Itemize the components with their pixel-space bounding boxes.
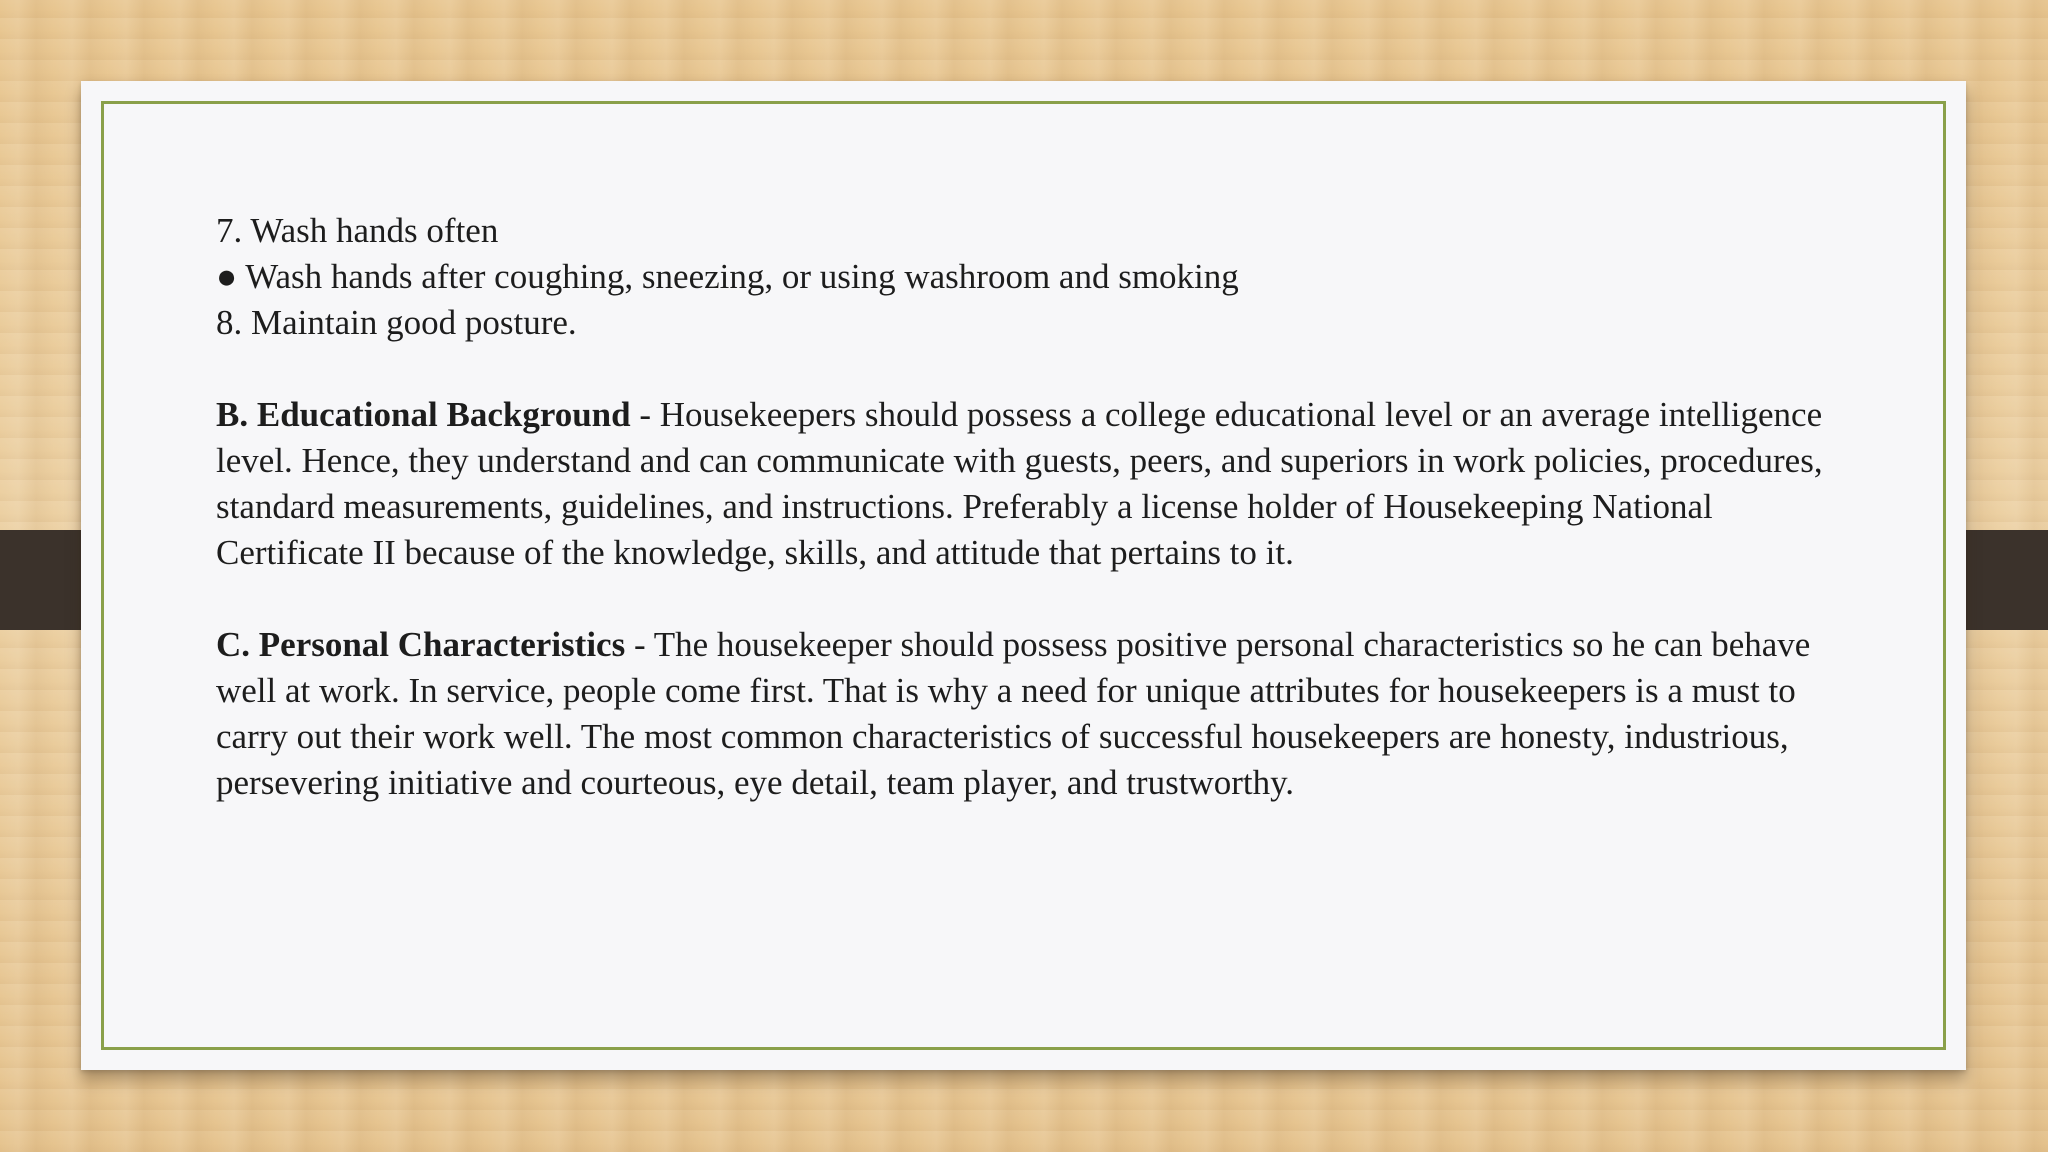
education-heading: B. Educational Background: [216, 395, 631, 434]
paragraph-gap: [216, 576, 1856, 622]
line-wash-detail: ● Wash hands after coughing, sneezing, or using washroom and smoking: [216, 257, 1239, 296]
personal-paragraph: [216, 622, 1856, 806]
education-text: - Housekeepers should possess a college educational level or an average intelligence level. Hence, they understand and can communicate with guests, peers, and superiors in work policies, procedures, standard measurements, guidelines, and instructions. Preferably a license holder of Housekeeping National Certificate II because of the knowledge, skills, and attitude that pertains to it.: [216, 395, 1823, 572]
line-posture: 8. Maintain good posture.: [216, 303, 577, 342]
personal-heading: C. Personal Characteristics: [216, 625, 626, 664]
paragraph-gap: [216, 346, 1856, 392]
personal-text: - The housekeeper should possess positive personal characteristics so he can behave well at work. In service, people come first. That is why a need for unique attributes for housekeepers is a must to carry out their work well. The most common characteristics of successful housekeepers are honesty, industrious, persevering initiative and courteous, eye detail, team player, and trustworthy.: [216, 625, 1811, 802]
line-wash-hands: 7. Wash hands often: [216, 211, 499, 250]
education-paragraph: [216, 392, 1856, 576]
slide-content: [216, 208, 1856, 806]
